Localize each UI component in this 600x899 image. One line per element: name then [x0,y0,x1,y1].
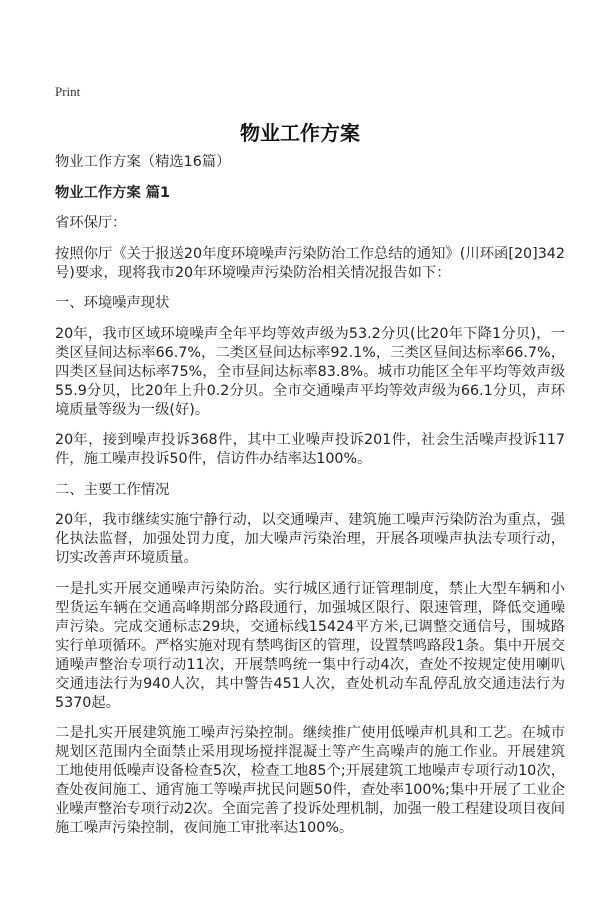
paragraph: 二是扎实开展建筑施工噪声污染控制。继续推广使用低噪声机具和工艺。在城市规划区范围内全面禁止采用现场搅拌混凝土等产生高噪声的施工作业。开展建筑工地使用低噪声设备检查5次，检查工地85个;开展建筑工地噪声专项行动10次，查处夜间施工、通宵施工等噪声扰民问题50件，查处率100%;集中开展了工业企业噪声整治专项行动2次。全面完善了投诉处理机制，加强一般工程建设项目夜间施工噪声污染控制，夜间施工审批率达100%。 [55,725,565,836]
subheading: 一、环境噪声现状 [55,295,170,311]
paragraph: 20年，我市继续实施宁静行动，以交通噪声、建筑施工噪声污染防治为重点，强化执法监督，加强处罚力度，加大噪声污染治理，开展各项噪声执法专项行动，切实改善声环境质量。 [55,512,565,566]
salutation: 省环保厅： [55,215,127,231]
paragraph: 20年，我市区域环境噪声全年平均等效声级为53.2分贝(比20年下降1分贝)，一类区昼间达标率66.7%，二类区昼间达标率92.1%，三类区昼间达标率66.7%，四类区昼间达标率75%，全市昼间达标率83.8%。城市功能区全年平均等效声级55.9分贝，比20年上升0.2分贝。全市交通噪声平均等效声级为66.1分贝，声环境质量等级为一级(好)。 [55,325,565,418]
section-heading: 物业工作方案 篇1 [55,184,171,201]
subtitle: 物业工作方案（精选16篇） [55,154,231,170]
subheading: 二、主要工作情况 [55,481,170,498]
document-body [55,153,565,850]
paragraph: 按照你厅《关于报送20年度环境噪声污染防治工作总结的通知》(川环函[20]342号)要求，现将我市20年环境噪声污染防治相关情况报告如下： [55,245,565,281]
paragraph: 20年，接到噪声投诉368件，其中工业噪声投诉201件，社会生活噪声投诉117件，施工噪声投诉50件，信访件办结率达100%。 [55,432,565,467]
print-label: Print [55,84,81,99]
document-title: 物业工作方案 [240,121,360,145]
paragraph: 一是扎实开展交通噪声污染防治。实行城区通行证管理制度，禁止大型车辆和小型货运车辆在交通高峰期部分路段通行，加强城区限行、限速管理，降低交通噪声污染。完成交通标志29块，交通标线15424平方米,已调整交通信号，围城路实行单项循环。严格实施对现有禁鸣街区的管理，设置禁鸣路段1条。集中开展交通噪声整治专项行动11次，开展禁鸣统一集中行动4次，查处不按规定使用喇叭交通违法行为940人次，其中警告451人次，查处机动车乱停乱放交通违法行为5370起。 [55,580,565,711]
